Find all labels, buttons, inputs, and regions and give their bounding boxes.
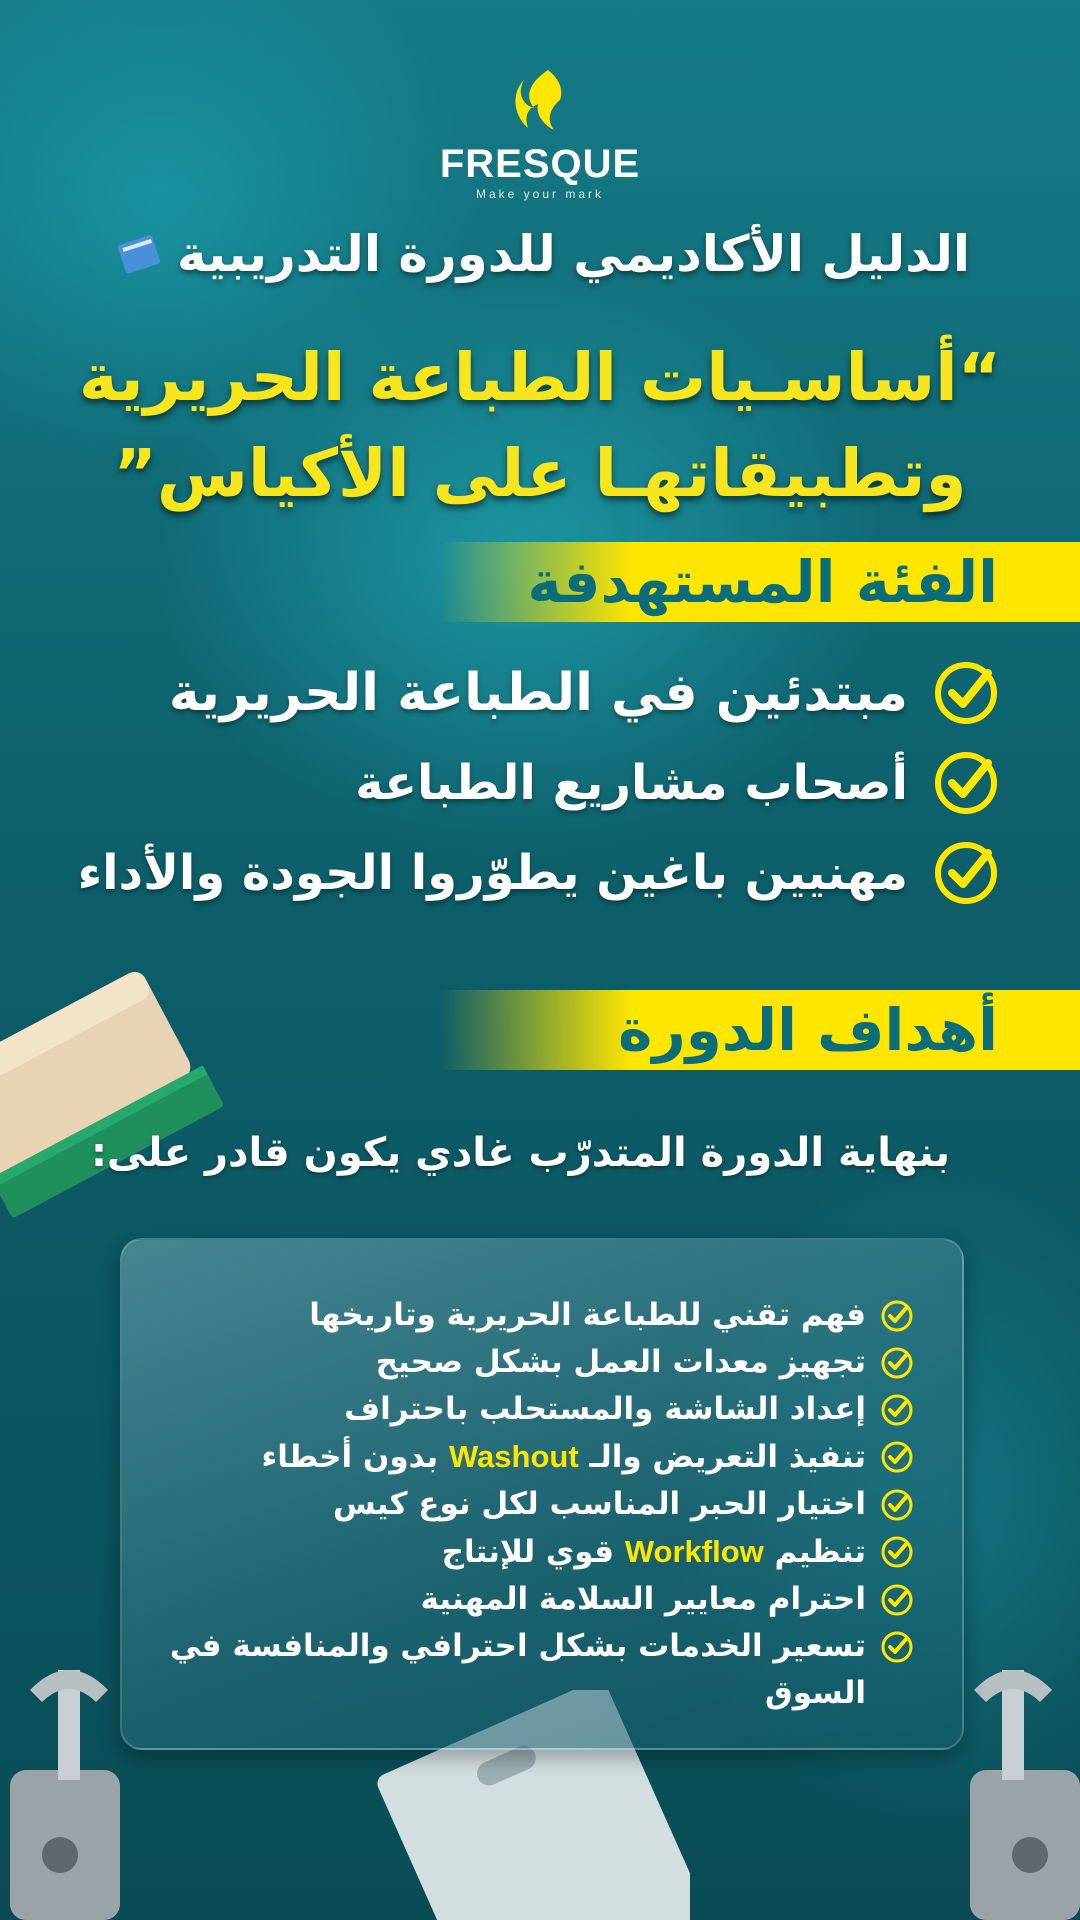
- guide-title: [117, 225, 970, 283]
- guide-title-text: الدليل الأكاديمي للدورة التدريبية: [177, 225, 970, 283]
- list-item: [134, 1528, 914, 1576]
- brand-name: FRESQUE: [439, 142, 641, 186]
- brand-logo: [0, 68, 1080, 201]
- goal-text-post: قوي للإنتاج: [441, 1534, 625, 1570]
- brand-tagline: Make your mark: [475, 187, 605, 201]
- check-circle-icon: [880, 1488, 914, 1522]
- check-circle-icon: [932, 659, 1000, 727]
- goal-text: اختيار الحبر المناسب لكل نوع كيس: [332, 1486, 866, 1522]
- target-item-text: مبتدئين في الطباعة الحريرية: [168, 663, 908, 723]
- check-circle-icon: [880, 1440, 914, 1474]
- list-item: [134, 1623, 914, 1717]
- course-goals-heading: أهداف الدورة: [618, 996, 998, 1064]
- list-item: [40, 660, 1000, 726]
- goal-text: إعداد الشاشة والمستحلب باحتراف: [344, 1391, 866, 1427]
- target-audience-banner: [440, 542, 1080, 622]
- book-icon: [117, 233, 163, 275]
- target-audience-list: [40, 660, 1000, 930]
- goal-text: احترام معايير السلامة المهنية: [420, 1581, 866, 1617]
- check-circle-icon: [932, 839, 1000, 907]
- list-item: [134, 1481, 914, 1528]
- list-item: [134, 1576, 914, 1623]
- goal-text: تجهيز معدات العمل بشكل صحيح: [375, 1344, 866, 1380]
- course-title: [0, 330, 1080, 522]
- check-circle-icon: [880, 1535, 914, 1569]
- squeegee-image: [0, 920, 250, 1240]
- target-audience-heading: الفئة المستهدفة: [527, 548, 998, 616]
- list-item: [40, 840, 1000, 906]
- goal-text-pre: تنظيم: [763, 1534, 866, 1570]
- list-item: [134, 1386, 914, 1433]
- goal-text-post: بدون أخطاء: [261, 1439, 449, 1475]
- goal-text: [442, 1528, 866, 1576]
- list-item: [134, 1339, 914, 1386]
- goal-text: تسعير الخدمات بشكل احترافي والمنافسة في السوق: [169, 1628, 866, 1711]
- goal-text: [261, 1433, 866, 1481]
- goals-intro: بنهاية الدورة المتدرّب غادي يكون قادر على:: [90, 1130, 950, 1176]
- course-goals-banner: [440, 990, 1080, 1070]
- check-circle-icon: [880, 1393, 914, 1427]
- check-circle-icon: [880, 1630, 914, 1664]
- target-item-text: أصحاب مشاريع الطباعة: [355, 755, 908, 811]
- screen-clamp-right-image: [950, 1650, 1080, 1920]
- check-circle-icon: [932, 749, 1000, 817]
- list-item: [40, 750, 1000, 816]
- goal-text-pre: تنفيذ التعريض والـ: [578, 1439, 866, 1475]
- check-circle-icon: [880, 1346, 914, 1380]
- goal-text: فهم تقني للطباعة الحريرية وتاريخها: [309, 1297, 866, 1333]
- goal-highlight: Workflow: [624, 1534, 764, 1569]
- course-title-line1: “أساسـيات الطباعة الحريرية: [78, 339, 1002, 416]
- course-title-line2: وتطبيقاتهـا على الأكياس”: [113, 435, 967, 512]
- target-item-text: مهنيين باغين يطوّروا الجودة والأداء: [77, 845, 908, 901]
- goal-highlight: Washout: [448, 1439, 579, 1474]
- list-item: [134, 1433, 914, 1481]
- flame-logo-icon: [510, 68, 570, 138]
- goals-list: [134, 1292, 914, 1717]
- check-circle-icon: [880, 1583, 914, 1617]
- goals-card: [120, 1238, 964, 1750]
- list-item: [134, 1292, 914, 1339]
- screen-clamp-left-image: [0, 1650, 140, 1920]
- check-circle-icon: [880, 1299, 914, 1333]
